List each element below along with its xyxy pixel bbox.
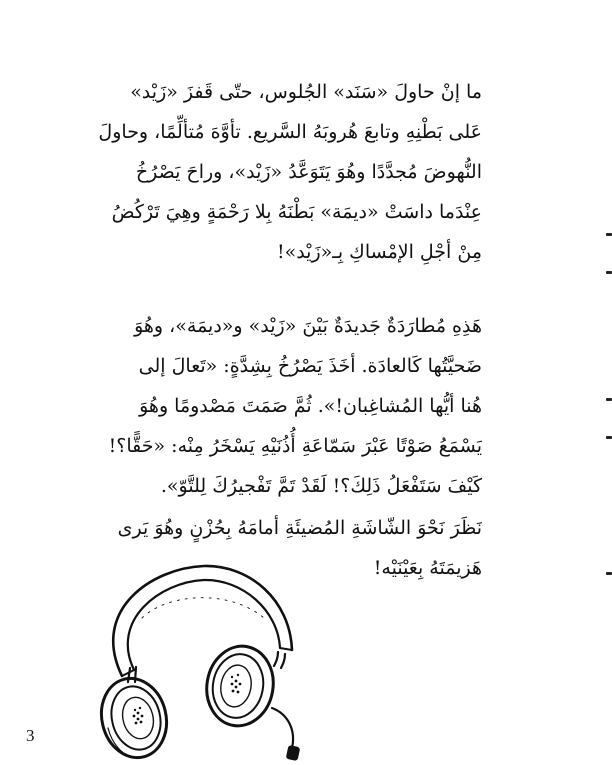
paragraph-2 <box>62 306 482 506</box>
headphones-illustration <box>82 558 312 765</box>
text-line: النُّهوضَ مُجدَّدًا وهُوَ يَتَوَعَّدُ «زَيْد»، وراحَ يَصْرُخُ <box>135 161 482 183</box>
page-edge-mark <box>606 233 612 236</box>
text-line: نَظَرَ نَحْوَ الشّاشَةِ المُضيئَةِ أمامَهُ بِحُزْنٍ وهُوَ يَرى <box>117 517 482 539</box>
text-line: عِنْدَما داسَتْ «ديمَة» بَطْنَهُ بِلا رَحْمَةٍ وهِيَ تَرْكُضُ <box>111 201 482 223</box>
page-number: 3 <box>26 726 35 745</box>
text-line: هَذِهِ مُطارَدَةٌ جَديدَةٌ بَيْنَ «زَيْد» و«ديمَة»، وهُوَ <box>134 315 482 337</box>
right-ear-cup <box>201 641 280 731</box>
text-line: ضَحيَّتُها كَالعادَة. أخَذَ يَصْرُخُ بِشِدَّةٍ: «تَعالَ إلى <box>138 355 482 377</box>
left-ear-cup <box>93 671 174 764</box>
text-line: ما إنْ حاولَ «سَنَد» الجُلوس، حتّى قَفزَ «زَيْد» <box>130 81 482 103</box>
page-edge-mark <box>606 398 612 401</box>
paragraph-1 <box>62 72 482 272</box>
text-line: يَسْمَعُ صَوْتًا عَبْرَ سَمّاعَةِ أُذُنَيْهِ يَسْخَرُ مِنْه: «حَقًّا؟! <box>108 435 482 457</box>
text-line: عَلى بَطْنِهِ وتابعَ هُروبَهُ السَّريع. تأوَّهَ مُتألِّمًا، وحاولَ <box>98 121 482 143</box>
text-line: كَيْفَ سَتَفْعَلُ ذَلِكَ؟! لَقَدْ تَمَّ تَفْجيرُكَ لِلتَّوّ». <box>160 475 482 497</box>
text-line: هَزيمَتَهُ بِعَيْنَيْه! <box>373 557 482 579</box>
page-edge-mark <box>606 271 612 274</box>
page-edge-mark <box>606 436 612 439</box>
text-line: هُنا أيُّها المُشاغِبان!». ثُمَّ صَمَتَ مَصْدومًا وهُوَ <box>139 395 482 417</box>
page-edge-mark <box>606 572 612 575</box>
text-line: مِنْ أجْلِ الإمْساكِ بِـ«زَيْد»! <box>276 241 482 263</box>
microphone-icon <box>286 745 301 761</box>
